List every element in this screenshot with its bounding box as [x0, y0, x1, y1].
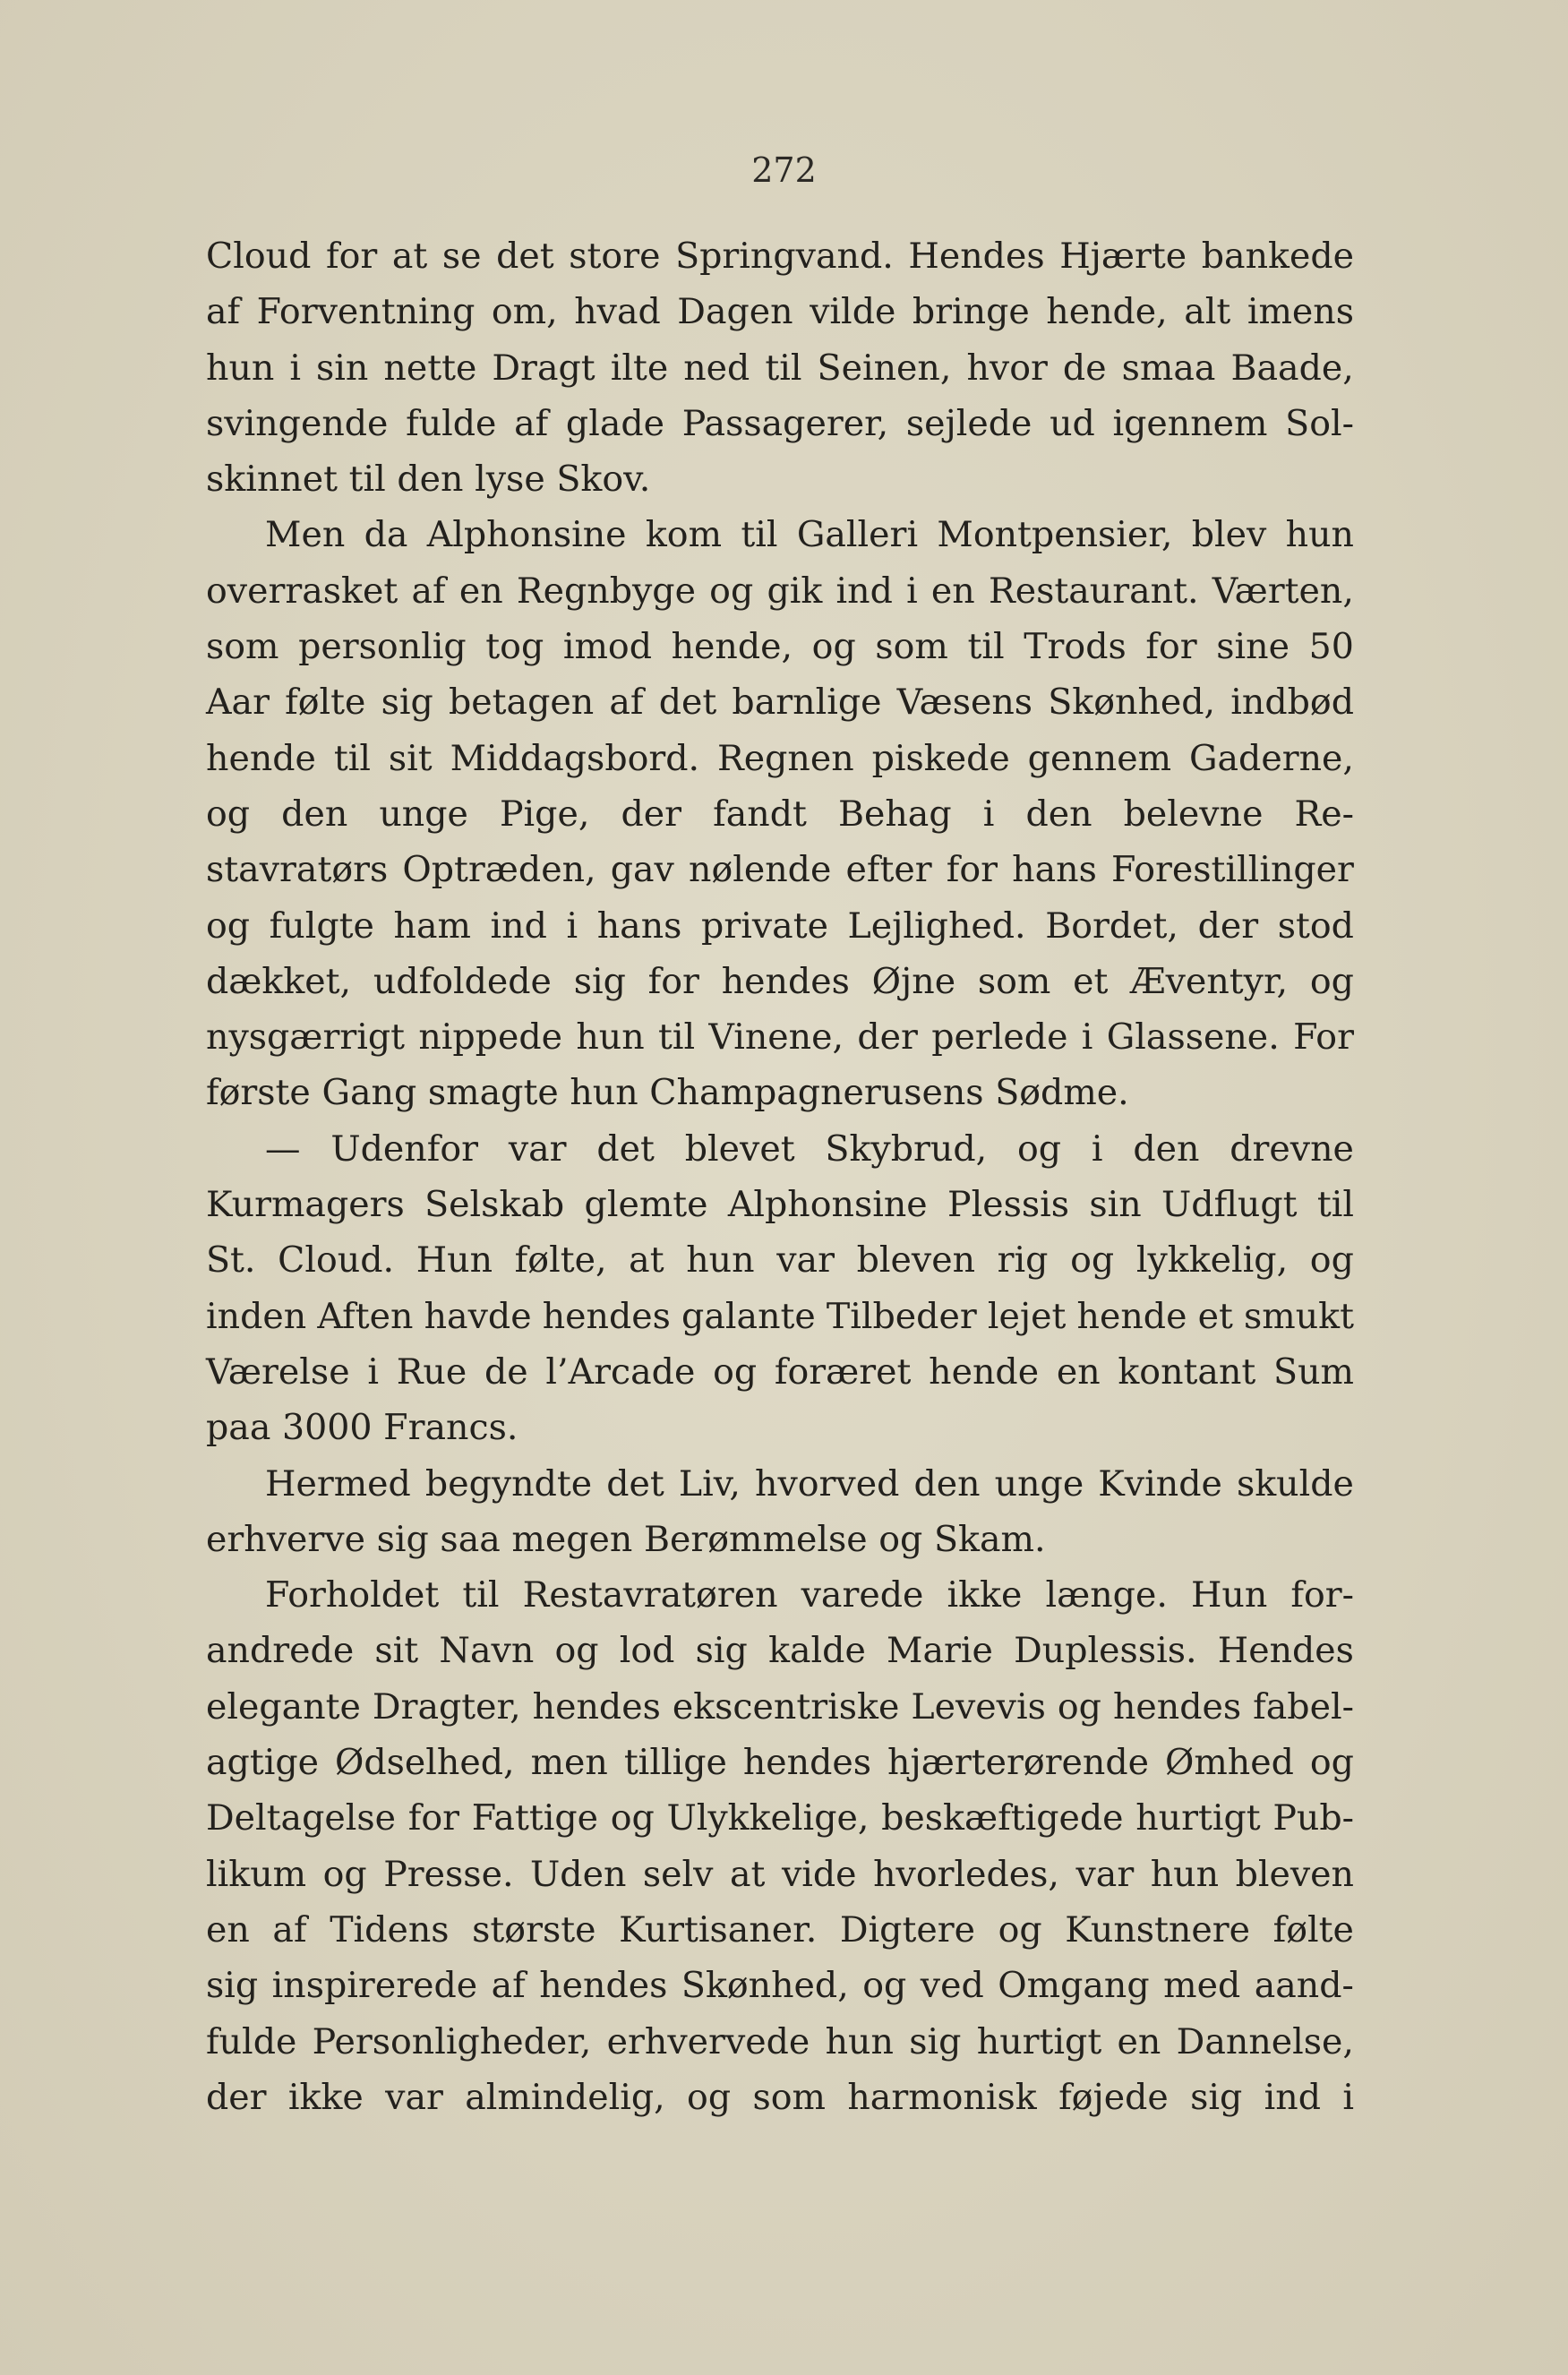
text-line: fulde Personligheder, erhvervede hun sig hurtigt en Dannelse,: [206, 2020, 1354, 2062]
text-line: stavratørs Optræden, gav nølende efter for hans Forestillinger: [206, 849, 1354, 891]
body-text: [206, 228, 1354, 2125]
text-line: — Udenfor var det blevet Skybrud, og i den drevne: [265, 1127, 1354, 1170]
text-line: der ikke var almindelig, og som harmonisk føjede sig ind i: [206, 2076, 1354, 2118]
text-line: og fulgte ham ind i hans private Lejlighed. Bordet, der stod: [206, 905, 1354, 947]
text-line: agtige Ødselhed, men tillige hendes hjærterørende Ømhed og: [206, 1742, 1354, 1784]
text-line: og den unge Pige, der fandt Behag i den belevne Re-: [206, 793, 1354, 835]
text-line: erhverve sig saa megen Berømmelse og Skam.: [206, 1518, 1046, 1560]
text-line: Hermed begyndte det Liv, hvorved den unge Kvinde skulde: [265, 1462, 1354, 1505]
text-line: Forholdet til Restavratøren varede ikke længe. Hun for-: [265, 1574, 1354, 1616]
text-line: en af Tidens største Kurtisaner. Digtere og Kunstnere følte: [206, 1908, 1354, 1951]
text-line: andrede sit Navn og lod sig kalde Marie Duplessis. Hendes: [206, 1630, 1354, 1672]
text-line: Men da Alphonsine kom til Galleri Montpensier, blev hun: [265, 514, 1354, 556]
text-line: Værelse i Rue de l’Arcade og foræret hende en kontant Sum: [206, 1350, 1354, 1393]
text-line: St. Cloud. Hun følte, at hun var bleven rig og lykkelig, og: [206, 1239, 1354, 1282]
text-line: nysgærrigt nippede hun til Vinene, der perlede i Glassene. For: [206, 1016, 1354, 1059]
text-line: paa 3000 Francs.: [206, 1407, 518, 1449]
text-line: skinnet til den lyse Skov.: [206, 459, 651, 501]
text-line: inden Aften havde hendes galante Tilbeder lejet hende et smukt: [206, 1295, 1354, 1337]
page-number: 272: [751, 150, 817, 190]
text-line: Cloud for at se det store Springvand. Hendes Hjærte bankede: [206, 236, 1354, 277]
text-line: sig inspirerede af hendes Skønhed, og ved Omgang med aand-: [206, 1965, 1354, 2007]
text-line: elegante Dragter, hendes ekscentriske Levevis og hendes fabel-: [206, 1685, 1354, 1728]
text-line: svingende fulde af glade Passagerer, sejlede ud igennem Sol-: [206, 402, 1354, 444]
text-line: hun i sin nette Dragt ilte ned til Seinen, hvor de smaa Baade,: [206, 347, 1354, 389]
text-line: som personlig tog imod hende, og som til Trods for sine 50: [206, 626, 1354, 668]
text-line: overrasket af en Regnbyge og gik ind i en Restaurant. Værten,: [206, 570, 1354, 612]
text-line: likum og Presse. Uden selv at vide hvorledes, var hun bleven: [206, 1853, 1354, 1895]
text-line: dækket, udfoldede sig for hendes Øjne som et Æventyr, og: [206, 960, 1354, 1002]
text-line: første Gang smagte hun Champagnerusens Sødme.: [206, 1072, 1129, 1114]
text-line: Aar følte sig betagen af det barnlige Væsens Skønhed, indbød: [206, 682, 1354, 724]
text-line: af Forventning om, hvad Dagen vilde bringe hende, alt imens: [206, 291, 1354, 333]
text-line: hende til sit Middagsbord. Regnen piskede gennem Gaderne,: [206, 737, 1354, 779]
text-line: Deltagelse for Fattige og Ulykkelige, beskæftigede hurtigt Pub-: [206, 1797, 1354, 1839]
text-line: Kurmagers Selskab glemte Alphonsine Plessis sin Udflugt til: [206, 1184, 1354, 1226]
